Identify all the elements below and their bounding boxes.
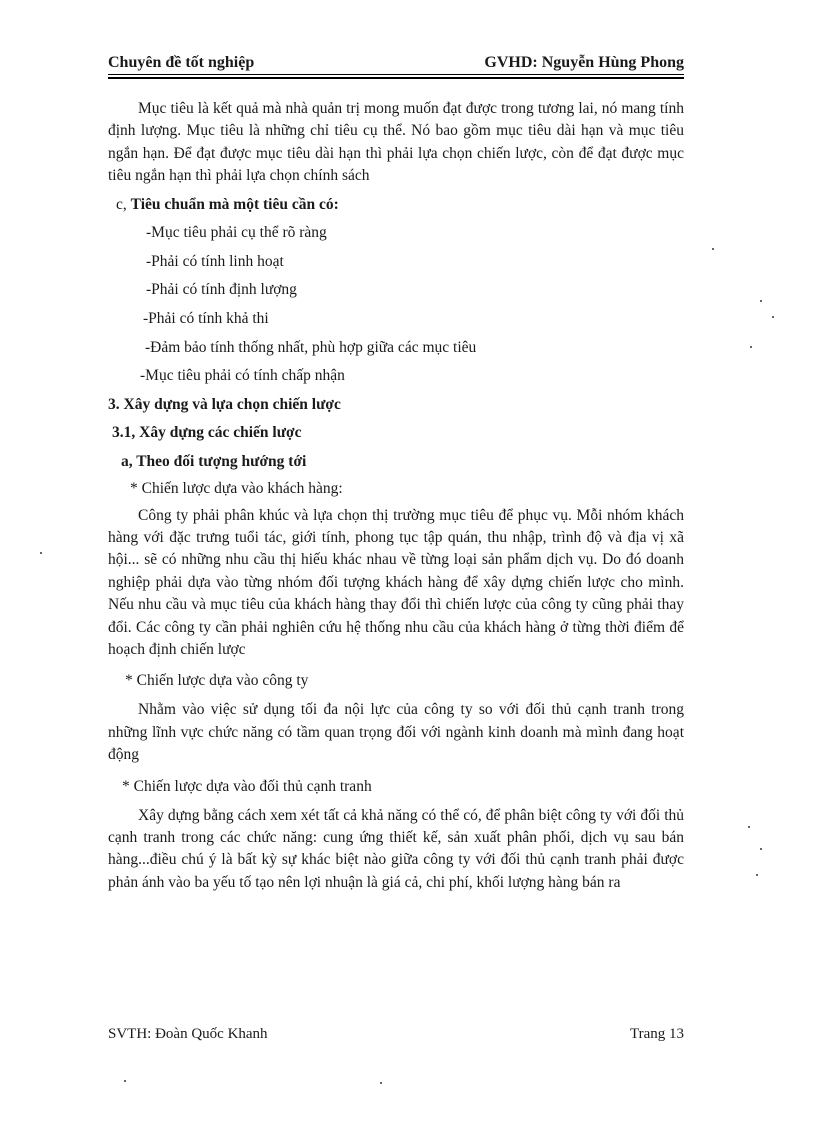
paragraph-objectives: Mục tiêu là kết quả mà nhà quản trị mong muốn đạt được trong tương lai, nó mang tính định lượng. Mục tiêu là những chỉ tiêu cụ thể. Nó bao gồm mục tiêu dài hạn và mục tiêu ngắn hạn. Để đạt được mục tiêu dài hạn thì phải lựa chọn chiến lược, còn để đạt được mục tiêu ngắn hạn thì phải lựa chọn chính sách [108,100,684,185]
scan-speck [756,874,758,876]
header-rule-thick [108,77,684,79]
strategy-competitor-title: * Chiến lược dựa vào đối thủ cạnh tranh [122,777,372,795]
strategy-company-text: Nhằm vào việc sử dụng tối đa nội lực của công ty so với đối thủ cạnh tranh trong những lĩnh vực chức năng có tầm quan trọng đối với ngành kinh doanh mà mình đang hoạt động [108,701,684,764]
scan-speck [40,552,42,554]
criteria-item: -Phải có tính định lượng [146,281,297,299]
scan-speck [772,316,774,318]
heading-criteria [108,191,684,220]
criteria-item: -Phải có tính linh hoạt [146,252,284,270]
criteria-item: -Mục tiêu phải cụ thể rõ ràng [146,224,327,242]
heading-criteria-text: Tiêu chuẩn mà một tiêu cần có: [130,195,339,213]
heading-subsection-a: a, Theo đối tượng hướng tới [121,452,307,470]
criteria-item: -Phải có tính khả thi [143,310,269,327]
scan-speck [760,300,762,302]
heading-section-3: 3. Xây dựng và lựa chọn chiến lược [108,395,341,413]
scan-speck [760,848,762,850]
criteria-item: -Mục tiêu phải có tính chấp nhận [140,367,345,385]
page-footer [108,1026,684,1043]
heading-criteria-prefix: c, [116,195,131,213]
strategy-customer-text: Công ty phải phân khúc và lựa chọn thị trường mục tiêu để phục vụ. Mỗi nhóm khách hàng với đặc trưng tuổi tác, giới tính, phong tục tập quán, thu nhập, trình độ và địa vị xã hội... sẽ có những nhu cầu thị hiếu khác nhau về từng loại sản phẩm dịch vụ. Do đó doanh nghiệp phải dựa vào từng nhóm đối tượng khách hàng để xây dựng chiến lược cho mình. Nếu nhu cầu và mục tiêu của khách hàng thay đổi thì chiến lược của công ty cũng phải thay đổi. Các công ty cần phải nghiên cứu hệ thống nhu cầu của khách hàng ở từng thời điểm để hoạch định chiến lược [108,506,684,658]
footer-page-number: Trang 13 [629,1026,684,1042]
scan-speck [124,1080,126,1082]
scan-speck [748,826,750,828]
strategy-competitor-text: Xây dựng bằng cách xem xét tất cả khả năng có thể có, để phân biệt công ty với đối thủ cạnh tranh trong các chức năng: cung ứng thiết kế, sản xuất phân phối, dịch vụ sau bán hàng...điều chú ý là bất kỳ sự khác biệt nào giữa công ty với đối thủ cạnh tranh phải được phản ánh vào ba yếu tố tạo nên lợi nhuận là giá cả, chi phí, khối lượng hàng bán ra [108,806,684,891]
header-thesis-title: Chuyên đề tốt nghiệp [108,54,255,71]
page-body [108,98,684,894]
strategy-customer-title: * Chiến lược dựa vào khách hàng: [130,479,343,497]
criteria-item: -Đảm bảo tính thống nhất, phù hợp giữa các mục tiêu [145,338,477,356]
scan-speck [380,1082,382,1084]
scan-speck [712,248,714,250]
page-header [108,54,684,72]
header-rule [108,74,684,75]
footer-student: SVTH: Đoàn Quốc Khanh [108,1026,268,1042]
scan-speck [750,346,752,348]
strategy-company-title: * Chiến lược dựa vào công ty [125,672,309,690]
heading-section-3-1: 3.1, Xây dựng các chiến lược [112,424,302,442]
header-supervisor: GVHD: Nguyễn Hùng Phong [484,54,684,71]
